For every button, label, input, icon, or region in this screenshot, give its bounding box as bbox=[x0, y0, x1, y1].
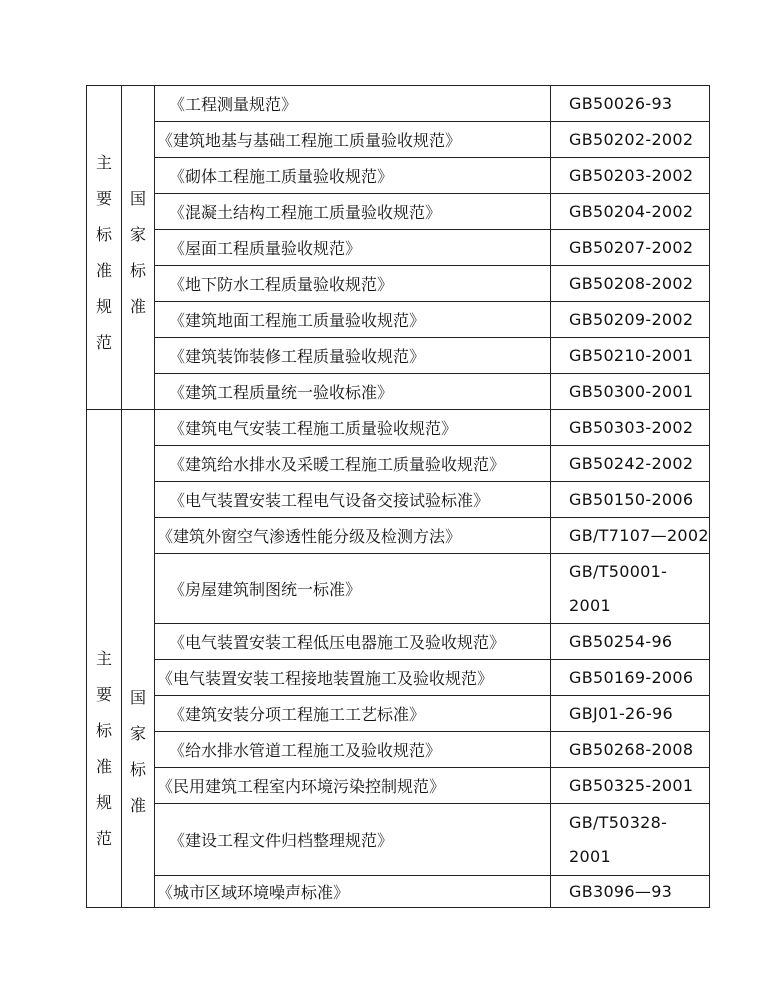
standard-code: GB50204-2002 bbox=[551, 194, 710, 230]
standard-code: GBJ01-26-96 bbox=[551, 696, 710, 732]
standard-name: 《电气装置安装工程低压电器施工及验收规范》 bbox=[155, 624, 551, 660]
standard-code: GB50325-2001 bbox=[551, 768, 710, 804]
table-row bbox=[87, 86, 710, 122]
standard-code: GB50242-2002 bbox=[551, 446, 710, 482]
table-row bbox=[87, 266, 710, 302]
standard-code: GB50268-2008 bbox=[551, 732, 710, 768]
table-row bbox=[87, 410, 710, 446]
standard-name: 《屋面工程质量验收规范》 bbox=[155, 230, 551, 266]
standard-name: 《建筑安装分项工程施工工艺标准》 bbox=[155, 696, 551, 732]
table-row bbox=[87, 624, 710, 660]
level-label: 国 家 标 准 bbox=[129, 687, 146, 815]
standard-name: 《建筑电气安装工程施工质量验收规范》 bbox=[155, 410, 551, 446]
standard-name: 《砌体工程施工质量验收规范》 bbox=[155, 158, 551, 194]
standard-name: 《建筑工程质量统一验收标准》 bbox=[155, 374, 551, 410]
table-row bbox=[87, 660, 710, 696]
standard-name: 《建筑地面工程施工质量验收规范》 bbox=[155, 302, 551, 338]
standard-name: 《民用建筑工程室内环境污染控制规范》 bbox=[155, 768, 551, 804]
standard-code: GB/T7107—2002 bbox=[551, 518, 710, 554]
category-label: 主 要 标 准 规 范 bbox=[95, 152, 112, 352]
table-row bbox=[87, 446, 710, 482]
standard-name: 《建筑外窗空气渗透性能分级及检测方法》 bbox=[155, 518, 551, 554]
standard-code: GB50254-96 bbox=[551, 624, 710, 660]
table-row bbox=[87, 194, 710, 230]
standard-name: 《电气装置安装工程电气设备交接试验标准》 bbox=[155, 482, 551, 518]
table-row bbox=[87, 122, 710, 158]
category-label: 主 要 标 准 规 范 bbox=[95, 648, 112, 848]
standard-code: GB50209-2002 bbox=[551, 302, 710, 338]
standard-code: GB50303-2002 bbox=[551, 410, 710, 446]
table-row bbox=[87, 374, 710, 410]
standard-code: GB50300-2001 bbox=[551, 374, 710, 410]
table-row bbox=[87, 158, 710, 194]
standard-name: 《建筑装饰装修工程质量验收规范》 bbox=[155, 338, 551, 374]
standard-name: 《建筑给水排水及采暖工程施工质量验收规范》 bbox=[155, 446, 551, 482]
table-row bbox=[87, 518, 710, 554]
table-row bbox=[87, 230, 710, 266]
standard-code: GB50208-2002 bbox=[551, 266, 710, 302]
standards-table-body bbox=[87, 86, 710, 908]
table-row bbox=[87, 338, 710, 374]
category-cell bbox=[87, 86, 122, 410]
table-row bbox=[87, 482, 710, 518]
standard-name: 《建筑地基与基础工程施工质量验收规范》 bbox=[155, 122, 551, 158]
table-row bbox=[87, 302, 710, 338]
table-row bbox=[87, 696, 710, 732]
standard-code: GB50026-93 bbox=[551, 86, 710, 122]
table-row bbox=[87, 554, 710, 624]
category-cell bbox=[87, 410, 122, 908]
table-row bbox=[87, 732, 710, 768]
table-row bbox=[87, 768, 710, 804]
level-cell bbox=[122, 86, 155, 410]
standard-name: 《工程测量规范》 bbox=[155, 86, 551, 122]
level-label: 国 家 标 准 bbox=[129, 188, 146, 316]
standard-code: GB50202-2002 bbox=[551, 122, 710, 158]
standard-code: GB50207-2002 bbox=[551, 230, 710, 266]
level-cell bbox=[122, 410, 155, 908]
standard-name: 《建设工程文件归档整理规范》 bbox=[155, 804, 551, 876]
standards-table bbox=[86, 85, 710, 908]
standard-code: GB50210-2001 bbox=[551, 338, 710, 374]
standard-code: GB/T50001-2001 bbox=[551, 554, 710, 624]
standard-code: GB50169-2006 bbox=[551, 660, 710, 696]
standard-name: 《电气装置安装工程接地装置施工及验收规范》 bbox=[155, 660, 551, 696]
table-row bbox=[87, 876, 710, 908]
standard-name: 《给水排水管道工程施工及验收规范》 bbox=[155, 732, 551, 768]
standard-code: GB/T50328-2001 bbox=[551, 804, 710, 876]
standard-name: 《房屋建筑制图统一标准》 bbox=[155, 554, 551, 624]
standard-name: 《混凝土结构工程施工质量验收规范》 bbox=[155, 194, 551, 230]
standard-name: 《城市区域环境噪声标准》 bbox=[155, 876, 551, 908]
standard-name: 《地下防水工程质量验收规范》 bbox=[155, 266, 551, 302]
standard-code: GB3096—93 bbox=[551, 876, 710, 908]
standard-code: GB50203-2002 bbox=[551, 158, 710, 194]
standard-code: GB50150-2006 bbox=[551, 482, 710, 518]
table-row bbox=[87, 804, 710, 876]
